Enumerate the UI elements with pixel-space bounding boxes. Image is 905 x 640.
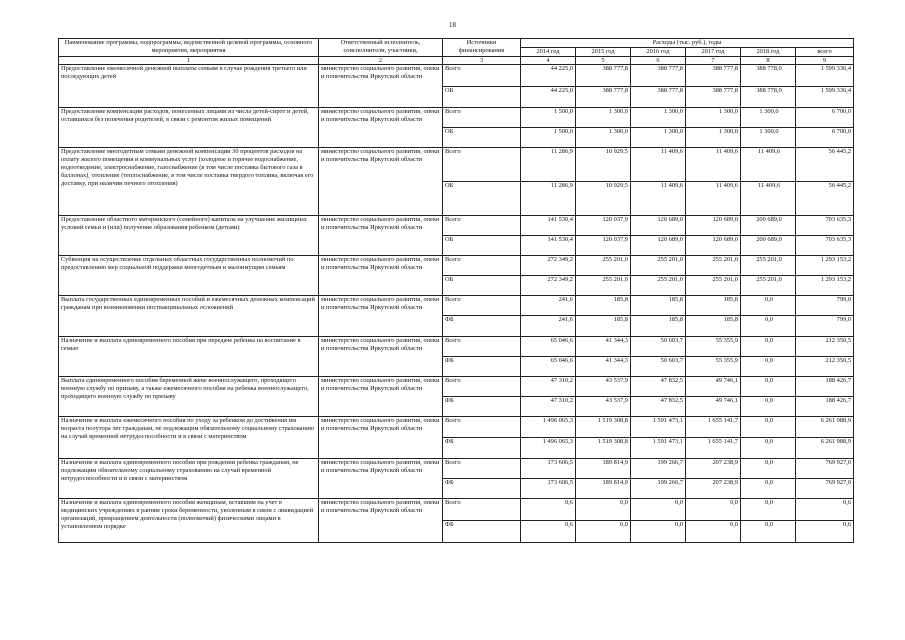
year-value-cell: 0,0 [741, 357, 796, 377]
column-number: 7 [686, 56, 741, 65]
year-value-cell: 255 201,0 [686, 256, 741, 276]
year-value-cell: 41 344,3 [576, 357, 631, 377]
year-value-cell: 185,8 [576, 296, 631, 316]
year-value-cell: 120 689,0 [686, 236, 741, 256]
source-cell: ОБ [443, 87, 521, 108]
source-cell: Всего [443, 148, 521, 182]
year-value-cell: 0,0 [631, 521, 686, 543]
source-cell: ОБ [443, 276, 521, 296]
program-name-cell: Назначение и выплата единовременного пособия при рождении ребенка гражданам, не подлежащим обязательному социальному страхованию на случай временной нетрудоспособности и в связи с материнством [59, 459, 319, 499]
executor-cell: министерство социального развития, опеки и попечительства Иркутской области [319, 337, 443, 377]
year-value-cell: 49 746,1 [686, 397, 741, 417]
year-value-cell: 55 355,9 [686, 357, 741, 377]
year-value-cell: 0,0 [741, 296, 796, 316]
year-value-cell: 11 409,6 [686, 182, 741, 216]
source-cell: ФБ [443, 479, 521, 499]
source-cell: Всего [443, 417, 521, 438]
year-value-cell: 0,0 [741, 316, 796, 337]
executor-cell: министерство социального развития, опеки и попечительства Иркутской области [319, 216, 443, 256]
total-value-cell: 188 426,7 [796, 377, 854, 397]
column-number: 5 [576, 56, 631, 65]
total-value-cell: 6 261 988,9 [796, 438, 854, 459]
year-value-cell: 1 519 308,8 [576, 438, 631, 459]
year-value-cell: 120 037,9 [576, 216, 631, 236]
source-cell: ФБ [443, 316, 521, 337]
total-value-cell: 0,6 [796, 521, 854, 543]
year-value-cell: 47 832,5 [631, 377, 686, 397]
year-value-cell: 200 689,0 [741, 216, 796, 236]
year-value-cell: 120 689,0 [631, 216, 686, 236]
year-value-cell: 255 201,0 [576, 276, 631, 296]
year-value-cell: 0,0 [576, 521, 631, 543]
year-value-cell: 1 300,0 [686, 108, 741, 128]
year-value-cell: 1 496 065,3 [521, 417, 576, 438]
executor-cell: министерство социального развития, опеки и попечительства Иркутской области [319, 459, 443, 499]
total-value-cell: 1 293 153,2 [796, 276, 854, 296]
header-source-column: Источники финансирования [443, 39, 521, 57]
header-year-2016: 2016 год [631, 47, 686, 56]
year-value-cell: 49 746,1 [686, 377, 741, 397]
year-value-cell: 65 046,6 [521, 357, 576, 377]
year-value-cell: 10 929,5 [576, 182, 631, 216]
total-value-cell: 6 700,0 [796, 128, 854, 148]
year-value-cell: 189 814,9 [576, 459, 631, 479]
year-value-cell: 241,6 [521, 316, 576, 337]
program-name-cell: Выплата единовременного пособия беременной жене военнослужащего, проходящего военную службу по призыву, а также ежемесячного пособия на ребенка военнослужащего, проходящего военную службу по призыву [59, 377, 319, 417]
total-value-cell: 703 635,3 [796, 236, 854, 256]
year-value-cell: 0,0 [631, 499, 686, 521]
year-value-cell: 272 349,2 [521, 276, 576, 296]
table-row [59, 337, 854, 357]
year-value-cell: 0,0 [741, 417, 796, 438]
total-value-cell: 799,0 [796, 316, 854, 337]
year-value-cell: 44 225,0 [521, 65, 576, 87]
year-value-cell: 185,8 [686, 296, 741, 316]
source-cell: Всего [443, 499, 521, 521]
table-row [59, 108, 854, 128]
year-value-cell: 185,8 [631, 316, 686, 337]
year-value-cell: 120 689,0 [686, 216, 741, 236]
column-number: 6 [631, 56, 686, 65]
year-value-cell: 65 046,6 [521, 337, 576, 357]
table-row [59, 377, 854, 397]
header-name-column: Наименование программы, подпрограммы, ведомственной целевой программы, основного мероприятия, мероприятия [59, 39, 319, 57]
year-value-cell: 1 300,0 [576, 128, 631, 148]
year-value-cell: 388 777,8 [631, 87, 686, 108]
year-value-cell: 189 814,9 [576, 479, 631, 499]
year-value-cell: 255 201,0 [576, 256, 631, 276]
year-value-cell: 141 530,4 [521, 216, 576, 236]
year-value-cell: 0,0 [741, 521, 796, 543]
source-cell: Всего [443, 296, 521, 316]
year-value-cell: 0,0 [741, 459, 796, 479]
source-cell: ОБ [443, 128, 521, 148]
year-value-cell: 1 300,0 [686, 128, 741, 148]
header-executor-column: Ответственный исполнитель, соисполнители, участники, [319, 39, 443, 57]
year-value-cell: 141 530,4 [521, 236, 576, 256]
program-name-cell: Предоставление многодетным семьям денежной компенсации 30 процентов расходов на оплату жилого помещения и коммунальных услуг (холодное и горячее водоснабжение, водоотведение, электроснабжение, газоснабжение (в том числе поставка бытового газа в баллонах), отопление (теплоснабжение, в том числе поставка твердого топлива, включая его доставку, при наличии печного отопления) [59, 148, 319, 216]
total-value-cell: 769 927,0 [796, 459, 854, 479]
year-value-cell: 47 310,2 [521, 397, 576, 417]
year-value-cell: 1 591 473,1 [631, 417, 686, 438]
source-cell: Всего [443, 65, 521, 87]
year-value-cell: 0,0 [741, 438, 796, 459]
year-value-cell: 255 201,0 [631, 276, 686, 296]
table-row [59, 417, 854, 438]
year-value-cell: 207 238,9 [686, 479, 741, 499]
source-cell: Всего [443, 108, 521, 128]
year-value-cell: 1 591 473,1 [631, 438, 686, 459]
total-value-cell: 56 445,2 [796, 182, 854, 216]
year-value-cell: 0,0 [741, 397, 796, 417]
year-value-cell: 173 606,5 [521, 479, 576, 499]
year-value-cell: 1 500,0 [521, 128, 576, 148]
column-number: 9 [796, 56, 854, 65]
year-value-cell: 43 537,9 [576, 377, 631, 397]
program-name-cell: Предоставление областного материнского (семейного) капитала на улучшение жилищных условий семьи и (или) получение образования ребенком (детьми) [59, 216, 319, 256]
total-value-cell: 56 445,2 [796, 148, 854, 182]
executor-cell: министерство социального развития, опеки и попечительства Иркутской области [319, 148, 443, 216]
program-expenses-table [58, 38, 854, 543]
year-value-cell: 207 238,9 [686, 459, 741, 479]
year-value-cell: 1 300,0 [741, 108, 796, 128]
table-row [59, 459, 854, 479]
year-value-cell: 0,0 [576, 499, 631, 521]
year-value-cell: 388 777,8 [576, 65, 631, 87]
year-value-cell: 388 777,8 [686, 65, 741, 87]
year-value-cell: 388 777,8 [686, 87, 741, 108]
year-value-cell: 255 201,0 [741, 276, 796, 296]
source-cell: ФБ [443, 357, 521, 377]
year-value-cell: 173 606,5 [521, 459, 576, 479]
program-name-cell: Предоставление компенсации расходов, понесенных лицами из числа детей-сирот и детей, оставшихся без попечения родителей, в связи с ремонтом жилых помещений [59, 108, 319, 148]
year-value-cell: 1 300,0 [631, 128, 686, 148]
year-value-cell: 185,8 [631, 296, 686, 316]
year-value-cell: 199 266,7 [631, 459, 686, 479]
year-value-cell: 0,0 [741, 377, 796, 397]
year-value-cell: 50 603,7 [631, 357, 686, 377]
total-value-cell: 6 261 988,9 [796, 417, 854, 438]
table-row [59, 148, 854, 182]
executor-cell: министерство социального развития, опеки и попечительства Иркутской области [319, 256, 443, 296]
executor-cell: министерство социального развития, опеки и попечительства Иркутской области [319, 499, 443, 543]
table-row [59, 499, 854, 521]
total-value-cell: 212 350,5 [796, 337, 854, 357]
year-value-cell: 47 832,5 [631, 397, 686, 417]
year-value-cell: 10 929,5 [576, 148, 631, 182]
column-number: 1 [59, 56, 319, 65]
year-value-cell: 0,6 [521, 499, 576, 521]
year-value-cell: 11 286,9 [521, 182, 576, 216]
program-name-cell: Субвенция на осуществление отдельных областных государственных полномочий по предоставлению мер социальной поддержки многодетным и малоимущим семьям [59, 256, 319, 296]
program-name-cell: Предоставление ежемесячной денежной выплаты семьям в случае рождения третьего или последующих детей [59, 65, 319, 108]
header-expenses-group: Расходы (тыс. руб.), годы [521, 39, 854, 48]
year-value-cell: 11 409,6 [631, 182, 686, 216]
year-value-cell: 11 409,6 [686, 148, 741, 182]
total-value-cell: 703 635,3 [796, 216, 854, 236]
column-number: 4 [521, 56, 576, 65]
year-value-cell: 55 355,9 [686, 337, 741, 357]
year-value-cell: 0,6 [521, 521, 576, 543]
total-value-cell: 0,6 [796, 499, 854, 521]
column-number: 3 [443, 56, 521, 65]
year-value-cell: 120 037,9 [576, 236, 631, 256]
total-value-cell: 212 350,5 [796, 357, 854, 377]
column-number: 8 [741, 56, 796, 65]
year-value-cell: 1 655 141,7 [686, 417, 741, 438]
total-value-cell: 1 293 153,2 [796, 256, 854, 276]
year-value-cell: 1 300,0 [576, 108, 631, 128]
total-value-cell: 769 927,0 [796, 479, 854, 499]
year-value-cell: 388 778,0 [741, 87, 796, 108]
executor-cell: министерство социального развития, опеки и попечительства Иркутской области [319, 377, 443, 417]
program-name-cell: Выплата государственных единовременных пособий и ежемесячных денежных компенсаций гражданам при возникновении поствакцинальных осложнений [59, 296, 319, 337]
year-value-cell: 255 201,0 [686, 276, 741, 296]
year-value-cell: 241,6 [521, 296, 576, 316]
year-value-cell: 185,8 [576, 316, 631, 337]
source-cell: Всего [443, 256, 521, 276]
executor-cell: министерство социального развития, опеки и попечительства Иркутской области [319, 296, 443, 337]
program-name-cell: Назначение и выплата единовременного пособия женщинам, вставшим на учет в медицинских учреждениях в ранние сроки беременности, уволенным в связи с ликвидацией организаций, прекращением деятельности (полномочий) физическими лицами в установленном порядке [59, 499, 319, 543]
total-value-cell: 6 700,0 [796, 108, 854, 128]
total-value-cell: 188 426,7 [796, 397, 854, 417]
year-value-cell: 272 349,2 [521, 256, 576, 276]
executor-cell: министерство социального развития, опеки и попечительства Иркутской области [319, 65, 443, 108]
column-number: 2 [319, 56, 443, 65]
year-value-cell: 0,0 [741, 499, 796, 521]
year-value-cell: 255 201,0 [741, 256, 796, 276]
table-row [59, 216, 854, 236]
executor-cell: министерство социального развития, опеки и попечительства Иркутской области [319, 108, 443, 148]
total-value-cell: 1 599 336,4 [796, 87, 854, 108]
year-value-cell: 1 300,0 [741, 128, 796, 148]
year-value-cell: 41 344,3 [576, 337, 631, 357]
total-value-cell: 1 599 336,4 [796, 65, 854, 87]
year-value-cell: 388 777,8 [631, 65, 686, 87]
year-value-cell: 1 655 141,7 [686, 438, 741, 459]
year-value-cell: 43 537,9 [576, 397, 631, 417]
source-cell: ФБ [443, 438, 521, 459]
year-value-cell: 120 689,0 [631, 236, 686, 256]
executor-cell: министерство социального развития, опеки и попечительства Иркутской области [319, 417, 443, 459]
header-year-2015: 2015 год [576, 47, 631, 56]
year-value-cell: 0,0 [741, 479, 796, 499]
year-value-cell: 0,0 [686, 521, 741, 543]
table-body [59, 65, 854, 543]
year-value-cell: 44 225,0 [521, 87, 576, 108]
table-row [59, 296, 854, 316]
source-cell: Всего [443, 459, 521, 479]
year-value-cell: 388 778,0 [741, 65, 796, 87]
page-number: 18 [449, 21, 456, 29]
year-value-cell: 255 201,0 [631, 256, 686, 276]
source-cell: ОБ [443, 182, 521, 216]
header-year-total: всего [796, 47, 854, 56]
table-row [59, 65, 854, 87]
column-number-row [59, 56, 854, 65]
source-cell: Всего [443, 377, 521, 397]
source-cell: ОБ [443, 236, 521, 256]
year-value-cell: 199 266,7 [631, 479, 686, 499]
year-value-cell: 11 409,6 [741, 182, 796, 216]
header-year-2018: 2018 год [741, 47, 796, 56]
source-cell: ФБ [443, 397, 521, 417]
year-value-cell: 1 519 308,8 [576, 417, 631, 438]
year-value-cell: 11 409,6 [631, 148, 686, 182]
source-cell: ФБ [443, 521, 521, 543]
program-name-cell: Назначение и выплата ежемесячного пособия по уходу за ребенком до достижения им возраста полутора лет гражданам, не подлежащим обязательному социальному страхованию на случай временной нетрудоспособности и в связи с материнством [59, 417, 319, 459]
year-value-cell: 47 310,2 [521, 377, 576, 397]
program-name-cell: Назначение и выплата единовременного пособия при передаче ребенка на воспитание в семью [59, 337, 319, 377]
table-row [59, 256, 854, 276]
source-cell: Всего [443, 216, 521, 236]
year-value-cell: 388 777,8 [576, 87, 631, 108]
year-value-cell: 0,0 [741, 337, 796, 357]
year-value-cell: 11 409,6 [741, 148, 796, 182]
header-year-2014: 2014 год [521, 47, 576, 56]
year-value-cell: 11 286,9 [521, 148, 576, 182]
source-cell: Всего [443, 337, 521, 357]
header-year-2017: 2017 год [686, 47, 741, 56]
year-value-cell: 185,8 [686, 316, 741, 337]
year-value-cell: 1 300,0 [631, 108, 686, 128]
year-value-cell: 1 500,0 [521, 108, 576, 128]
year-value-cell: 0,0 [686, 499, 741, 521]
year-value-cell: 1 496 065,3 [521, 438, 576, 459]
year-value-cell: 50 603,7 [631, 337, 686, 357]
year-value-cell: 200 689,0 [741, 236, 796, 256]
total-value-cell: 799,0 [796, 296, 854, 316]
